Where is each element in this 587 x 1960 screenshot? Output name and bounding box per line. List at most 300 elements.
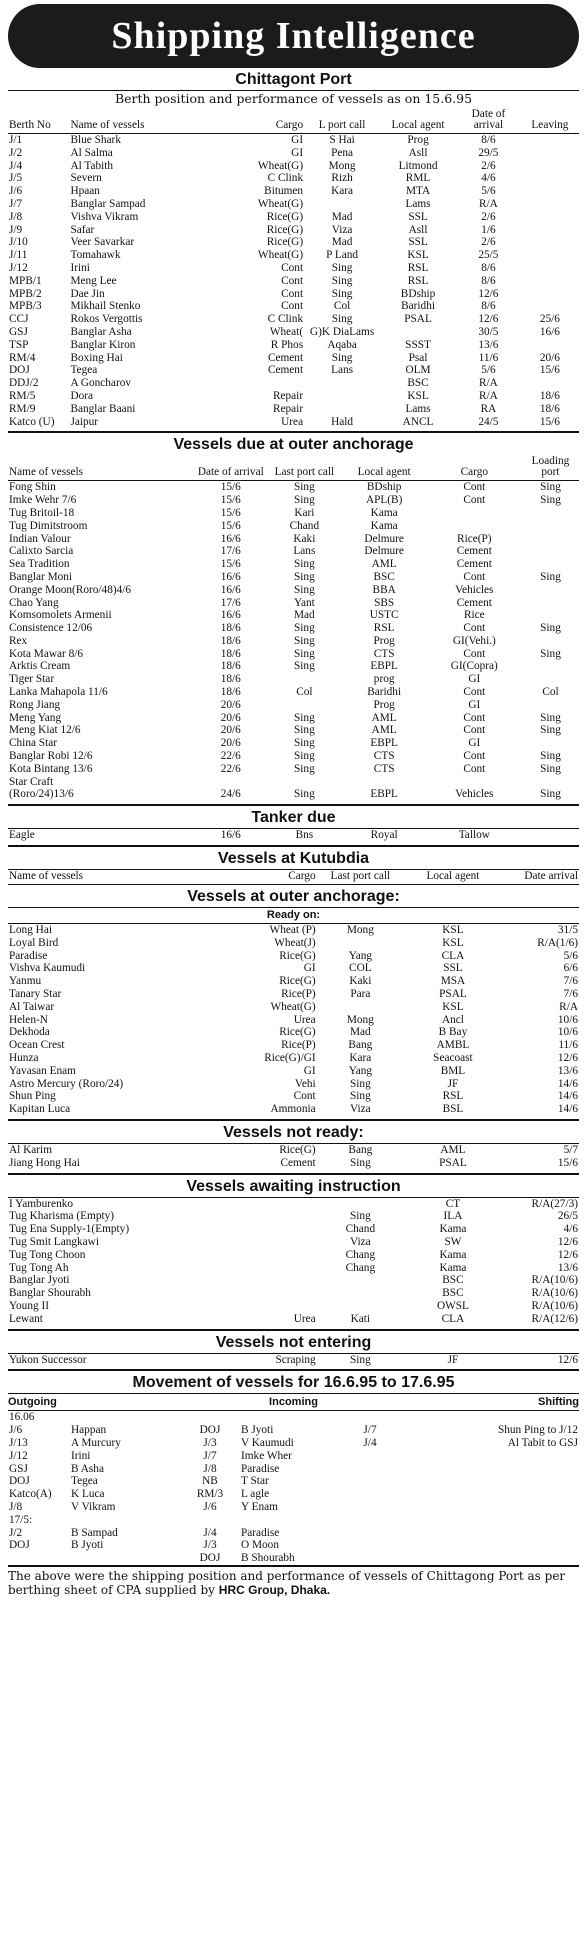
table-cell xyxy=(522,545,579,558)
table-cell: Banglar Asha xyxy=(70,325,132,338)
table-cell: Blue Shark xyxy=(70,134,121,146)
table-cell: 7/6 xyxy=(563,975,578,988)
table-cell: Chand xyxy=(345,1223,376,1236)
table-cell: Happan xyxy=(71,1424,107,1437)
table-cell: Rong Jiang xyxy=(9,698,61,711)
table-cell: Cont xyxy=(281,274,304,287)
table-cell: Shun Ping to J/12 xyxy=(497,1424,578,1437)
table-cell: Veer Savarkar xyxy=(70,236,135,249)
table-cell: Scraping xyxy=(275,1353,316,1366)
table-cell: 10/6 xyxy=(557,1026,578,1039)
table-cell: Dae Jin xyxy=(70,287,105,300)
table-cell: P Land xyxy=(326,249,359,262)
table-cell: RSL xyxy=(442,1090,464,1103)
table-cell: Meng Lee xyxy=(70,274,117,287)
table-cell xyxy=(522,699,579,712)
berth-row xyxy=(8,326,579,339)
table-cell: Mad xyxy=(331,210,353,223)
table-cell: Kama xyxy=(439,1223,467,1236)
table-cell: Rice(P) xyxy=(457,532,492,545)
table-cell: Kapitan Luca xyxy=(9,1103,71,1116)
table-cell: APL(B) xyxy=(365,494,403,507)
table-cell: Banglar Robi 12/6 xyxy=(9,750,93,763)
table-cell: Cont xyxy=(281,287,304,300)
table-cell: J/7 xyxy=(203,1449,217,1462)
table-cell: JF xyxy=(447,1353,459,1366)
due-row xyxy=(8,699,579,712)
table-cell: 10/6 xyxy=(557,1013,578,1026)
table-cell: Tug Kharisma (Empty) xyxy=(9,1210,115,1223)
table-cell: Young II xyxy=(9,1299,49,1312)
table-cell: Sing xyxy=(294,622,315,635)
table-cell: 5/6 xyxy=(481,364,496,377)
table-cell: J/4 xyxy=(363,1436,377,1449)
table-cell: Col xyxy=(296,686,313,699)
movement-title: Movement of vessels for 16.6.95 to 17.6.95 xyxy=(132,1374,455,1392)
table-cell: J/7 xyxy=(363,1424,377,1437)
anchorage-row xyxy=(8,937,579,950)
table-cell: 2/6 xyxy=(481,210,496,223)
table-cell xyxy=(350,1527,390,1540)
table-cell: J/12 xyxy=(9,261,28,274)
table-cell: EBPL xyxy=(370,660,398,673)
table-cell: 15/6 xyxy=(220,519,241,532)
table-cell xyxy=(350,1501,390,1514)
table-cell: KSL xyxy=(442,936,464,949)
anchorage-row xyxy=(8,988,579,1001)
table-cell: V Kaumudi xyxy=(241,1436,294,1449)
table-cell xyxy=(522,584,579,597)
table-cell: B Jyoti xyxy=(241,1424,274,1437)
table-cell xyxy=(70,1514,180,1527)
table-cell: MSA xyxy=(440,975,466,988)
table-cell: 30/5 xyxy=(478,325,499,338)
table-cell: Banglar Moni xyxy=(9,570,73,583)
movement-row xyxy=(8,1501,579,1514)
table-cell: Kama xyxy=(370,519,398,532)
table-cell: Lanka Mahapola 11/6 xyxy=(9,686,108,699)
due-row xyxy=(8,673,579,686)
table-cell: B Sampad xyxy=(71,1526,118,1539)
table-cell xyxy=(304,403,380,416)
table-cell: J/10 xyxy=(9,236,28,249)
table-cell: GI xyxy=(303,962,316,975)
table-cell xyxy=(390,1488,579,1501)
table-cell: B Jyoti xyxy=(71,1539,104,1552)
table-cell: Prog xyxy=(373,634,395,647)
table-cell: SSL xyxy=(408,236,428,249)
table-cell: 12/6 xyxy=(557,1353,578,1366)
table-cell: 8/6 xyxy=(481,261,496,274)
table-cell: Cont xyxy=(463,647,486,660)
table-cell: Ocean Crest xyxy=(9,1039,65,1052)
table-cell: Baridhi xyxy=(367,686,402,699)
table-cell: J/5 xyxy=(9,172,23,185)
column-header: Local agent xyxy=(342,455,427,481)
table-cell: Cont xyxy=(293,1090,316,1103)
table-cell: R/A xyxy=(479,377,498,390)
table-cell: J/8 xyxy=(9,1500,23,1513)
table-cell: CLA xyxy=(441,949,465,962)
due-row xyxy=(8,533,579,546)
table-cell: 4/6 xyxy=(563,1223,578,1236)
table-cell: Cont xyxy=(463,622,486,635)
column-header: Loading port xyxy=(522,455,579,481)
table-cell: Sing xyxy=(331,351,353,364)
table-cell: Kari xyxy=(294,506,315,519)
table-cell: COL xyxy=(349,962,372,975)
table-cell: KSL xyxy=(442,1000,464,1013)
table-cell xyxy=(522,776,579,789)
table-cell: Sing xyxy=(540,494,561,507)
table-cell xyxy=(390,1463,579,1476)
table-cell: Sing xyxy=(540,762,561,775)
table-cell: 1/6 xyxy=(481,223,496,236)
table-cell: Tiger Star xyxy=(9,673,55,686)
table-cell: Tegea xyxy=(70,364,98,377)
table-cell xyxy=(267,699,342,712)
table-cell: 13/6 xyxy=(557,1261,578,1274)
table-cell: Mong xyxy=(328,159,356,172)
awaiting-row xyxy=(8,1274,579,1287)
table-cell: SBS xyxy=(374,596,395,609)
berth-row xyxy=(8,390,579,403)
table-cell: AML xyxy=(440,1144,466,1156)
table-cell: Komsomolets Armenii xyxy=(9,609,112,622)
table-cell: RM/5 xyxy=(9,389,36,402)
table-cell xyxy=(350,1463,390,1476)
table-cell: Sing xyxy=(294,570,315,583)
table-cell: Katco (U) xyxy=(9,415,55,428)
table-cell: Consistence 12/06 xyxy=(9,622,93,635)
table-cell xyxy=(522,507,579,520)
table-cell: DOJ xyxy=(199,1552,221,1565)
table-cell: CTS xyxy=(373,762,395,775)
table-cell: 20/6 xyxy=(220,711,241,724)
table-cell: Vehicles xyxy=(455,788,494,801)
table-cell: Sing xyxy=(294,737,315,750)
table-cell: Cont xyxy=(463,481,486,494)
table-cell: Ancl xyxy=(441,1013,464,1026)
table-cell xyxy=(427,776,522,789)
table-cell xyxy=(522,533,579,546)
table-cell: KSL xyxy=(442,924,464,937)
table-cell: (Roro/24)13/6 xyxy=(9,788,74,801)
table-cell: J/13 xyxy=(9,1436,28,1449)
table-cell: Tug Tong Choon xyxy=(9,1248,86,1261)
table-cell: Tug Britoil-18 xyxy=(9,506,75,519)
tanker-table xyxy=(8,828,579,842)
table-cell: 17/6 xyxy=(220,545,241,558)
berth-row xyxy=(8,147,579,160)
table-cell xyxy=(224,1236,317,1249)
table-cell: 24/6 xyxy=(220,788,241,801)
table-cell: Wheat(G) xyxy=(257,159,304,172)
table-cell: B Bay xyxy=(438,1026,468,1039)
table-cell: Sing xyxy=(331,313,353,326)
table-cell: R/A xyxy=(559,1000,578,1013)
table-cell: Sing xyxy=(294,494,315,507)
due-row xyxy=(8,712,579,725)
table-cell: Paradise xyxy=(241,1526,280,1539)
table-cell xyxy=(380,326,456,339)
due-row xyxy=(8,763,579,776)
table-cell: 25/5 xyxy=(478,249,499,262)
due-row xyxy=(8,609,579,622)
table-cell: V Vikram xyxy=(71,1500,116,1513)
due-row xyxy=(8,648,579,661)
berth-subtitle: Berth position and performance of vessels as on 15.6.95 xyxy=(114,91,473,106)
table-cell: GI xyxy=(468,737,481,750)
movement-row xyxy=(8,1424,579,1437)
column-header: Name of vessels xyxy=(8,455,195,481)
table-cell: Calixto Sarcia xyxy=(9,545,74,558)
table-cell xyxy=(521,236,579,249)
table-cell: BDship xyxy=(366,481,402,494)
table-cell: Sing xyxy=(540,481,561,494)
table-cell: Sing xyxy=(540,622,561,635)
table-cell xyxy=(522,520,579,533)
due-row xyxy=(8,635,579,648)
column-header: Cargo xyxy=(224,870,317,885)
table-cell: Al Taiwar xyxy=(9,1000,55,1013)
anchorage-row xyxy=(8,1014,579,1027)
outgoing-header: Outgoing xyxy=(8,1396,57,1409)
table-cell xyxy=(522,635,579,648)
table-cell: 12/6 xyxy=(478,287,499,300)
table-cell: Wheat(G) xyxy=(257,197,304,210)
table-cell: Katco(A) xyxy=(9,1488,52,1501)
table-cell: J/12 xyxy=(9,1449,28,1462)
table-cell: Viza xyxy=(350,1103,371,1116)
table-cell: BSC xyxy=(442,1274,464,1287)
table-cell: 18/6 xyxy=(220,686,241,699)
table-cell: Repair xyxy=(272,389,304,402)
table-cell: Arktis Cream xyxy=(9,660,71,673)
table-cell: 15/6 xyxy=(220,558,241,571)
due-row xyxy=(8,737,579,750)
table-cell: TSP xyxy=(9,338,29,351)
table-cell: Yavasan Enam xyxy=(9,1064,76,1077)
kutubdia-title: Vessels at Kutubdia xyxy=(217,850,370,868)
table-cell: Sea Tradition xyxy=(9,558,70,571)
table-cell: 20/6 xyxy=(539,351,560,364)
table-cell: R/A(10/6) xyxy=(531,1287,578,1300)
table-cell: Severn xyxy=(70,172,102,185)
table-cell: Asll xyxy=(408,146,428,159)
table-cell: PSAL xyxy=(439,988,467,1001)
table-cell: GI xyxy=(468,698,481,711)
due-row xyxy=(8,584,579,597)
awaiting-row xyxy=(8,1236,579,1249)
table-cell: RA xyxy=(480,402,497,415)
table-cell: Rice(G) xyxy=(279,1026,316,1039)
table-cell: JF xyxy=(447,1077,459,1090)
table-cell: Cont xyxy=(463,570,486,583)
berth-row xyxy=(8,339,579,352)
anchorage-row xyxy=(8,1039,579,1052)
table-cell: BSC xyxy=(407,377,429,390)
table-cell xyxy=(70,1552,180,1565)
table-cell: Kota Mawar 8/6 xyxy=(9,647,84,660)
table-cell: Cont xyxy=(463,711,486,724)
table-cell: 11/6 xyxy=(478,351,499,364)
outer-due-title: Vessels due at outer anchorage xyxy=(173,436,414,454)
table-cell xyxy=(240,1411,350,1424)
table-cell: R/A(10/6) xyxy=(531,1274,578,1287)
table-cell: Meng Yang xyxy=(9,711,62,724)
table-cell: R/A(12/6) xyxy=(531,1312,578,1325)
table-cell: 25/6 xyxy=(539,313,560,326)
table-cell xyxy=(522,737,579,750)
table-cell xyxy=(390,1527,579,1540)
table-cell: Sing xyxy=(294,660,315,673)
table-cell: Tug Smit Langkawi xyxy=(9,1235,99,1248)
table-cell: A Goncharov xyxy=(70,377,132,390)
table-cell: Baridhi xyxy=(401,300,435,313)
berth-row xyxy=(8,352,579,365)
table-cell: CTS xyxy=(373,750,395,763)
table-cell: 18/6 xyxy=(220,622,241,635)
table-cell: Kama xyxy=(439,1248,467,1261)
table-cell: J/8 xyxy=(9,210,23,223)
table-cell: 18/6 xyxy=(220,634,241,647)
table-cell: Sing xyxy=(350,1156,371,1169)
ready-on-label: Ready on: xyxy=(8,908,579,924)
table-cell: Kaki xyxy=(293,532,316,545)
table-cell: B Shourabh xyxy=(241,1552,295,1565)
table-cell: Lams xyxy=(405,197,431,210)
port-title: Chittagont Port xyxy=(235,71,352,88)
table-cell: J/7 xyxy=(9,197,23,210)
table-cell: Bang xyxy=(348,1039,373,1052)
table-cell: C Clink xyxy=(267,313,304,326)
column-header: Date of arrival xyxy=(195,455,268,481)
table-cell: Fong Shin xyxy=(9,481,56,494)
table-cell: J/6 xyxy=(9,1424,23,1437)
table-cell: Mad xyxy=(294,609,315,622)
incoming-header: Incoming xyxy=(269,1396,318,1409)
movement-row xyxy=(8,1475,579,1488)
table-cell: Cont xyxy=(463,724,486,737)
table-cell: Urea xyxy=(293,1013,316,1026)
table-cell: Rice(G)/GI xyxy=(264,1052,316,1065)
not-ready-row xyxy=(8,1157,579,1170)
table-cell: Astro Mercury (Roro/24) xyxy=(9,1077,124,1090)
table-cell: USTC xyxy=(369,609,399,622)
table-cell: Prog xyxy=(407,134,429,146)
table-cell: DOJ xyxy=(199,1424,221,1437)
table-cell xyxy=(317,1001,404,1014)
table-cell: 2/6 xyxy=(481,236,496,249)
column-header: Cargo xyxy=(204,108,305,134)
table-cell xyxy=(390,1450,579,1463)
table-cell: Delmure xyxy=(364,545,404,558)
table-cell: Cement xyxy=(456,558,492,571)
table-cell: 29/5 xyxy=(478,146,499,159)
awaiting-title: Vessels awaiting instruction xyxy=(186,1177,401,1195)
table-cell: Rokos Vergottis xyxy=(70,313,143,326)
awaiting-table xyxy=(8,1197,579,1326)
table-cell: OWSL xyxy=(436,1299,469,1312)
anchorage-row xyxy=(8,924,579,937)
table-cell: SW xyxy=(444,1235,462,1248)
table-cell: NB xyxy=(202,1475,218,1488)
table-cell xyxy=(521,172,579,185)
movement-row xyxy=(8,1463,579,1476)
table-cell: Col xyxy=(542,686,559,699)
table-cell: Rice(P) xyxy=(281,988,316,1001)
table-cell: 12/6 xyxy=(478,313,499,326)
column-header: Local agent xyxy=(404,870,502,885)
table-cell: Cont xyxy=(463,686,486,699)
table-cell: Sing xyxy=(350,1090,371,1103)
table-cell xyxy=(350,1411,390,1424)
table-cell: Sing xyxy=(294,634,315,647)
table-cell: 15/6 xyxy=(539,415,560,428)
table-cell: Lewant xyxy=(9,1312,43,1325)
due-row xyxy=(8,724,579,737)
table-cell: J/9 xyxy=(9,223,23,236)
table-cell: L agle xyxy=(241,1488,270,1501)
movement-row xyxy=(8,1552,579,1565)
table-cell: Sing xyxy=(294,762,315,775)
table-cell: MPB/1 xyxy=(9,274,42,287)
table-cell: 15/6 xyxy=(557,1156,578,1169)
table-cell xyxy=(522,609,579,622)
table-cell: 22/6 xyxy=(220,750,241,763)
table-cell: Mad xyxy=(331,236,353,249)
anchorage-row xyxy=(8,1103,579,1116)
table-cell: 20/6 xyxy=(220,737,241,750)
table-cell: RM/9 xyxy=(9,402,36,415)
table-cell: BBA xyxy=(372,583,396,596)
table-cell: Kama xyxy=(370,506,398,519)
table-cell: Chang xyxy=(345,1248,376,1261)
anchorage-row xyxy=(8,975,579,988)
berth-row xyxy=(8,377,579,390)
table-cell: 18/6 xyxy=(539,402,560,415)
table-cell: Aqaba xyxy=(327,338,357,351)
table-cell: RML xyxy=(405,172,431,185)
table-cell: Banglar Shourabh xyxy=(9,1287,91,1300)
table-cell: GI xyxy=(468,673,481,686)
table-cell: Al Karim xyxy=(9,1144,52,1156)
table-cell: AML xyxy=(371,558,397,571)
due-row xyxy=(8,520,579,533)
anchorage-row xyxy=(8,1090,579,1103)
berth-row xyxy=(8,313,579,326)
table-cell: Bns xyxy=(295,829,314,842)
table-cell: EBPL xyxy=(370,737,398,750)
table-cell: 5/6 xyxy=(481,185,496,198)
berth-row xyxy=(8,172,579,185)
table-cell: BSC xyxy=(373,570,395,583)
column-header: Leaving xyxy=(521,108,579,134)
movement-row xyxy=(8,1450,579,1463)
due-row xyxy=(8,494,579,507)
table-cell: RSL xyxy=(373,622,395,635)
table-cell xyxy=(267,673,342,686)
table-cell xyxy=(317,1274,404,1287)
table-cell: J/6 xyxy=(203,1500,217,1513)
table-cell: Ammonia xyxy=(270,1103,316,1116)
table-cell: O Moon xyxy=(241,1539,279,1552)
table-cell: 17/6 xyxy=(220,596,241,609)
table-cell: Kara xyxy=(331,185,354,198)
table-cell: Seacoast xyxy=(433,1052,473,1065)
table-cell: BML xyxy=(440,1064,466,1077)
